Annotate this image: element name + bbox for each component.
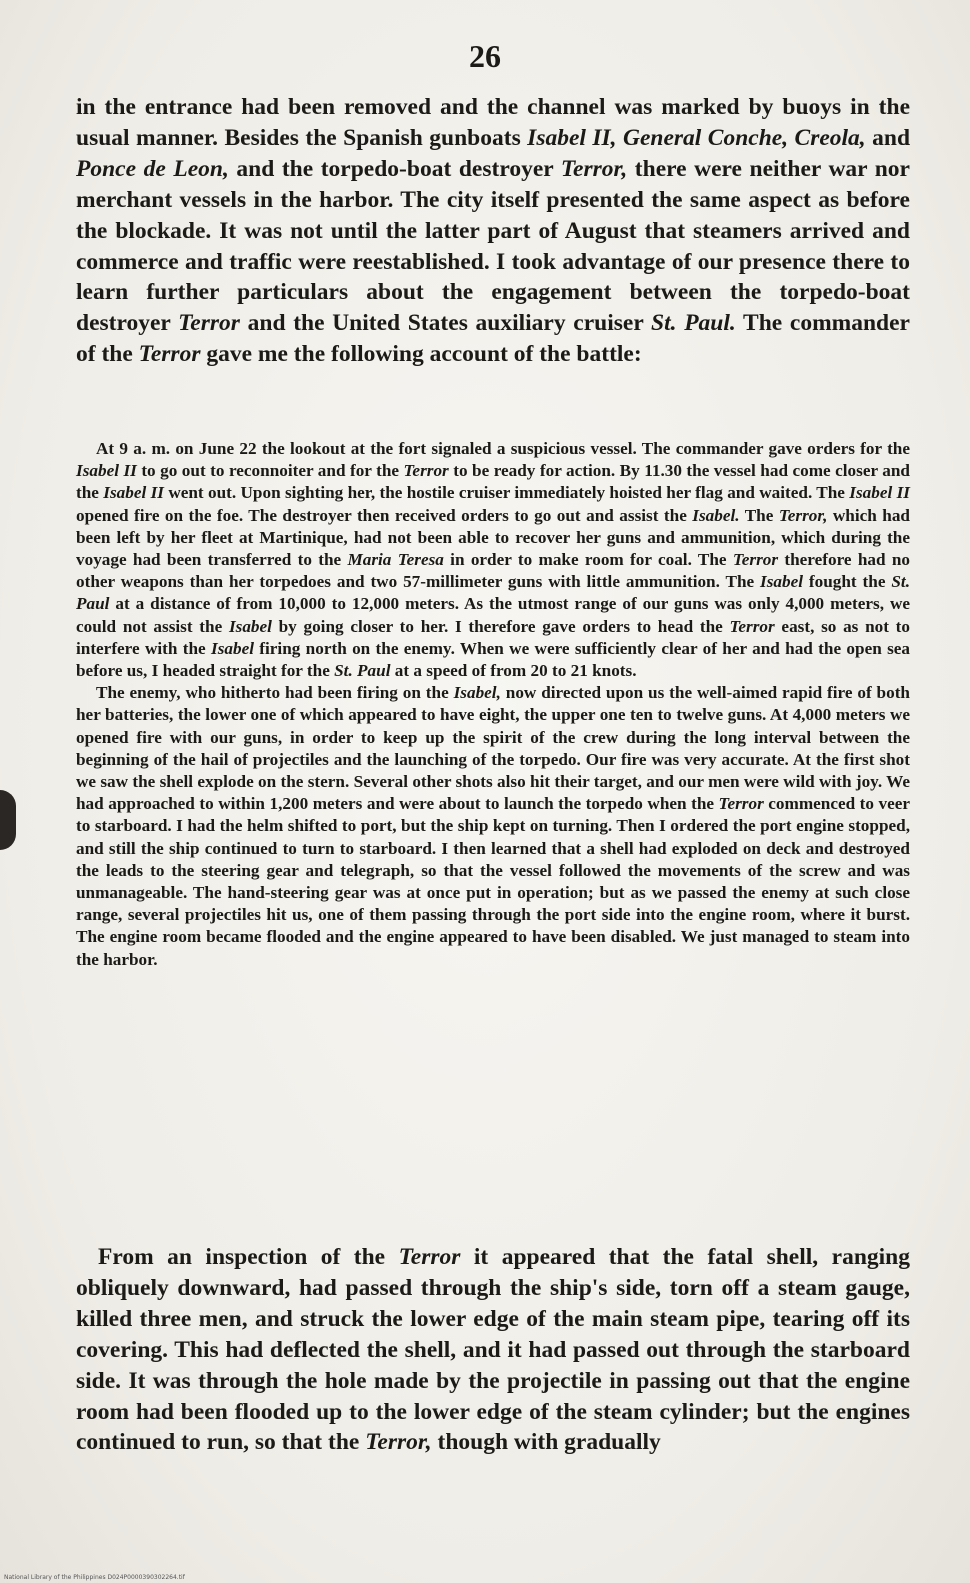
quoted-account (76, 438, 910, 971)
quoted-paragraph-1: At 9 a. m. on June 22 the lookout at the fort signaled a suspicious vessel. The commander gave orders for the Isabel II to go out to reconnoiter and for the Terror to be ready for action. By 11.30 the vessel had come closer and the Isabel II went out. Upon sighting her, the hostile cruiser immediately hoisted her flag and waited. The Isabel II opened fire on the foe. The destroyer then received orders to go out and assist the Isabel. The Terror, which had been left by her fleet at Martinique, had not been able to recover her guns and ammunition, which during the voyage had been transferred to the Maria Teresa in order to make room for coal. The Terror therefore had no other weapons than her torpedoes and two 57-millimeter guns with little ammunition. The Isabel fought the St. Paul at a distance of from 10,000 to 12,000 meters. As the utmost range of our guns was only 4,000 meters, we could not assist the Isabel by going closer to her. I therefore gave orders to head the Terror east, so as not to interfere with the Isabel firing north on the enemy. When we were sufficiently clear of her and had the open sea before us, I headed straight for the St. Paul at a speed of from 20 to 21 knots. (76, 439, 911, 681)
scan-footer: National Library of the Philippines D024P0000390302264.tif (4, 1574, 185, 1581)
binding-mark (0, 790, 16, 850)
closing-text: From an inspection of the Terror it appeared that the fatal shell, ranging obliquely downward, had passed through the ship's side, torn off a steam gauge, killed three men, and struck the lower edge of the main steam pipe, tearing off its covering. This had deflected the shell, and it had passed out through the starboard side. It was through the hole made by the projectile in passing out that the engine room had been flooded up to the lower edge of the steam cylinder; but the engines continued to run, so that the Terror, though with gradually (76, 1244, 910, 1456)
page-number: 26 (469, 38, 501, 74)
quoted-paragraph-2: The enemy, who hitherto had been firing on the Isabel, now directed upon us the well-aimed rapid fire of both her batteries, the lower one of which appeared to have eight, the upper one ten to twelve guns. At 4,000 meters we opened fire with our guns, in order to keep up the spirit of the crew during the long interval between the beginning of the hail of projectiles and the launching of the torpedo. Our fire was very accurate. At the first shot we saw the shell explode on the stern. Several other shots also hit their target, and our men were wild with joy. We had approached to within 1,200 meters and were about to launch the torpedo when the Terror commenced to veer to starboard. I had the helm shifted to port, but the ship kept on turning. Then I ordered the port engine stopped, and still the ship continued to turn to starboard. I then learned that a shell had exploded on deck and destroyed the leads to the steering gear and telegraph, so that the vessel followed the movements of the screw and was unmanageable. The hand-steering gear was at once put in operation; but as we passed the enemy at such close range, several projectiles hit us, one of them passing through the port side into the engine room, where it burst. The engine room became flooded and the engine appeared to have been disabled. We just managed to steam into the harbor. (76, 683, 910, 969)
intro-text: in the entrance had been removed and the channel was marked by buoys in the usual manner. Besides the Spanish gunboats Isabel II, General Conche, Creola, and Ponce de Leon, and the torpedo-boat destroyer Terror, there were neither war nor merchant vessels in the harbor. The city itself presented the same aspect as before the blockade. It was not until the latter part of August that steamers arrived and commerce and traffic were reestablished. I took advantage of our presence there to learn further particulars about the engagement between the torpedo-boat destroyer Terror and the United States auxiliary cruiser St. Paul. The commander of the Terror gave me the following account of the battle: (76, 94, 911, 368)
closing-paragraph (76, 1242, 910, 1458)
intro-paragraph (76, 92, 910, 370)
